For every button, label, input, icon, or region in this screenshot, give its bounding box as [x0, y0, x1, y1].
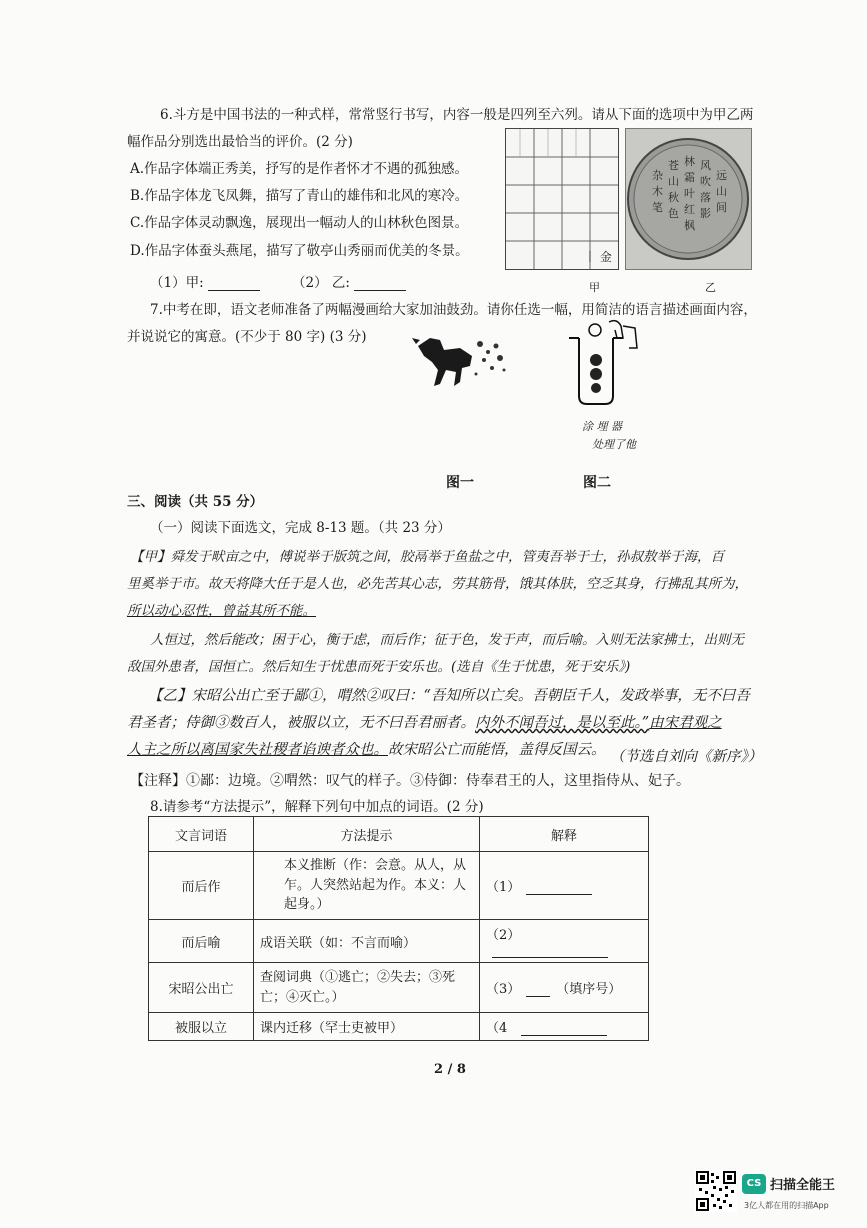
- answer-blank[interactable]: [354, 290, 406, 291]
- q8-stem: 8.请参考“方法提示”，解释下列句中加点的词语。(2 分): [150, 799, 484, 815]
- svg-text:影: 影: [700, 207, 711, 220]
- table-row: [149, 852, 649, 920]
- yi-line-1: 【乙】宋昭公出亡至于鄙①，喟然②叹曰：“吾知所以亡矣。吾朝臣千人，发政举事，无不曰吾: [148, 688, 750, 704]
- camscanner-tagline: 3亿人都在用的扫描App: [744, 1201, 829, 1210]
- camscanner-logo: CS: [742, 1174, 766, 1194]
- jia-line-1: 【甲】舜发于畎亩之中，傅说举于版筑之间，胶鬲举于鱼盐之中，管夷吾举于士，孙叔敖举于海，百: [130, 549, 724, 565]
- answer-blank[interactable]: [521, 1035, 607, 1036]
- section-subheading: （一）阅读下面选文，完成 8-13 题。（共 23 分）: [150, 520, 451, 536]
- camscanner-brand: 扫描全能王: [770, 1178, 836, 1193]
- svg-text:落: 落: [700, 191, 711, 204]
- svg-text:风: 风: [700, 159, 711, 172]
- figure-1-label: 图一: [446, 475, 474, 491]
- q7-line1: 7.中考在即，语文老师准备了两幅漫画给大家加油鼓劲。请你任选一幅，用简洁的语言描述画面内容，: [150, 302, 757, 318]
- svg-text:叶: 叶: [684, 187, 695, 200]
- jia-line-5: 敌国外患者，国恒亡。然后知生于忧患而死于安乐也。(选自《生于忧患，死于安乐》): [127, 659, 631, 675]
- q6-option-c: C.作品字体灵动飘逸，展现出一幅动人的山林秋色图景。: [130, 215, 469, 231]
- svg-text:间: 间: [716, 201, 727, 214]
- label-yi: 乙: [705, 281, 716, 294]
- svg-text:苍: 苍: [668, 159, 679, 172]
- table-row: [149, 963, 649, 1013]
- table-cell-word: 而后作: [149, 852, 254, 920]
- table-row: [149, 920, 649, 963]
- table-header: 文言词语: [149, 817, 254, 852]
- table-cell-answer: （2）: [480, 920, 649, 963]
- yi-line-2: 君圣者；侍御③数百人，被服以立，无不曰吾君丽者。内外不闻吾过，是以至此。”由宋君观之: [127, 715, 722, 731]
- svg-text:红: 红: [684, 203, 695, 216]
- table-header: 方法提示: [254, 817, 480, 852]
- svg-text:丨 金: 丨 金: [584, 250, 612, 264]
- q6-answer-yi: （2） 乙:: [292, 271, 406, 291]
- calligraphy-jia-image: [505, 128, 619, 270]
- q6-option-b: B.作品字体龙飞凤舞，描写了青山的雄伟和北风的寒冷。: [130, 188, 469, 204]
- table-cell-hint: 成语关联（如：不言而喻）: [254, 920, 480, 963]
- answer-blank[interactable]: [492, 957, 608, 958]
- svg-text:山: 山: [668, 175, 679, 188]
- yi-line-3: 人主之所以离国家失社稷者谄谀者众也。故宋昭公亡而能悟，盖得反国云。: [127, 742, 606, 758]
- table-header: 解释: [480, 817, 649, 852]
- table-header-row: [149, 817, 649, 852]
- jia-line-2: 里奚举于市。故天将降大任于是人也，必先苦其心志，劳其筋骨，饿其体肤，空乏其身，行拂乱其所为，: [127, 576, 748, 592]
- table-cell-word: 宋昭公出亡: [149, 963, 254, 1013]
- q7-line2: 并说说它的寓意。(不少于 80 字) (3 分): [127, 329, 367, 345]
- svg-text:吹: 吹: [700, 175, 711, 188]
- table-cell-answer: （3） （填序号）: [480, 963, 649, 1013]
- cartoon2-caption-1: 涂 埋 器: [582, 420, 622, 433]
- svg-text:枫: 枫: [684, 219, 695, 232]
- q6-answer-jia: （1）甲:: [150, 271, 260, 291]
- svg-text:杂: 杂: [652, 169, 663, 182]
- q6-line2: 幅作品分别选出最恰当的评价。(2 分): [127, 134, 353, 150]
- answer-blank[interactable]: [526, 894, 592, 895]
- calligraphy-yi-image: [625, 128, 752, 270]
- table-cell-hint: 本义推断（作：会意。从人，从乍。人突然站起为作。本义：人起身。）: [254, 852, 480, 920]
- svg-text:山: 山: [716, 185, 727, 198]
- svg-text:远: 远: [716, 169, 727, 182]
- qr-code-image: [695, 1170, 737, 1212]
- svg-text:霜: 霜: [684, 171, 695, 184]
- cartoon-running-horse-image: [410, 326, 510, 396]
- page-number: 2 / 8: [434, 1062, 466, 1077]
- jia-line-3: 所以动心忍性，曾益其所不能。: [127, 603, 316, 619]
- table-cell-answer: （1）: [480, 852, 649, 920]
- table-cell-word: 而后喻: [149, 920, 254, 963]
- q8-table: [148, 816, 649, 1041]
- table-row: [149, 1013, 649, 1041]
- table-cell-word: 被服以立: [149, 1013, 254, 1041]
- table-cell-hint: 查阅词典（①逃亡；②失去；③死亡；④灭亡。）: [254, 963, 480, 1013]
- cartoon2-caption-2: 处理了他: [592, 438, 636, 451]
- label-jia: 甲: [589, 281, 600, 294]
- jia-line-4: 人恒过，然后能改；困于心，衡于虑，而后作；征于色，发于声，而后喻。入则无法家拂士，出则无: [150, 632, 744, 648]
- table-cell-hint: 课内迁移（罕士吏被甲）: [254, 1013, 480, 1041]
- svg-text:木: 木: [652, 185, 663, 198]
- svg-text:笔: 笔: [652, 201, 663, 214]
- table-cell-answer: （4: [480, 1013, 649, 1041]
- section-heading: 三、阅读（共 55 分）: [127, 494, 264, 510]
- svg-text:色: 色: [668, 207, 679, 220]
- figure-2-label: 图二: [583, 475, 611, 491]
- svg-text:林: 林: [684, 155, 695, 168]
- notes: 【注释】①鄙：边境。②喟然：叹气的样子。③侍御：侍奉君王的人，这里指侍从、妃子。: [130, 773, 690, 789]
- yi-source: （节选自刘向《新序》）: [610, 749, 763, 765]
- q6-option-a: A.作品字体端正秀美，抒写的是作者怀才不遇的孤独感。: [130, 161, 469, 177]
- cartoon-processor-image: [565, 318, 645, 413]
- svg-text:秋: 秋: [668, 191, 679, 204]
- q6-line1: 6.斗方是中国书法的一种式样，常常竖行书写，内容一般是四列至六列。请从下面的选项中为甲乙两: [160, 107, 754, 123]
- q6-option-d: D.作品字体蚕头燕尾，描写了敬亭山秀丽而优美的冬景。: [130, 243, 469, 259]
- answer-blank[interactable]: [208, 290, 260, 291]
- answer-blank[interactable]: [526, 996, 550, 997]
